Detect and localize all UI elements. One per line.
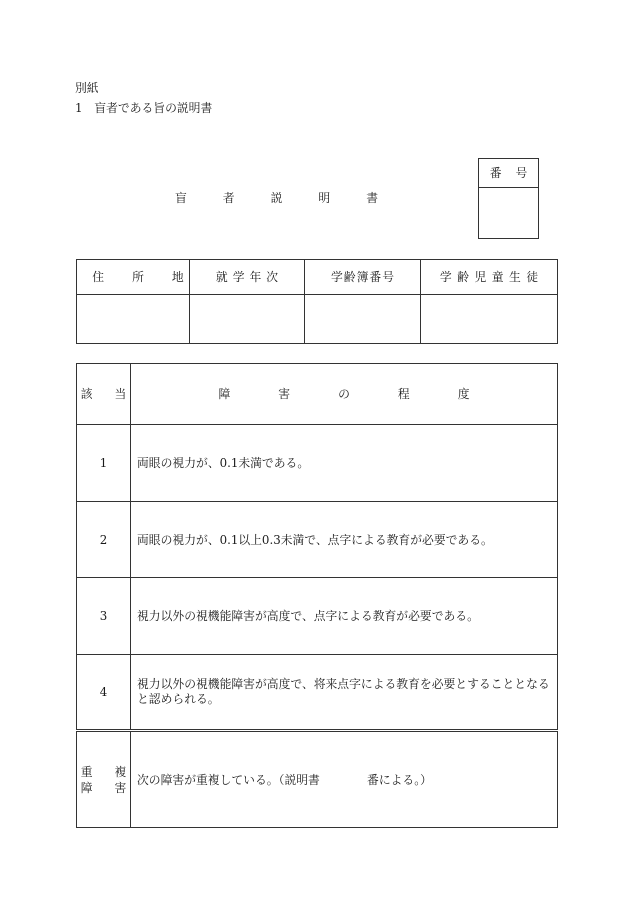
row-description: 視力以外の視機能障害が高度で、点字による教育が必要である。 [131,578,558,655]
student-table-header-row [77,260,558,295]
row-number: 1 [77,425,131,502]
section-title: 1 盲者である旨の説明書 [75,101,213,115]
row-number: 4 [77,655,131,731]
multiple-label-line2: 障害 [80,780,149,795]
multiple-disability-row [77,731,558,828]
number-box-header [479,159,542,188]
row-description: 両眼の視力が、0.1以上0.3未満で、点字による教育が必要である。 [131,502,558,578]
row-number: 3 [77,578,131,655]
student-value-cell [421,295,558,344]
degree-row [77,655,558,731]
multiple-label-line1-wrap [77,764,149,780]
degree-row [77,502,558,578]
degree-row [77,425,558,502]
header-applicable-cell [77,364,149,425]
document-title [175,191,414,205]
header-student: 学齢児童生徒 [439,270,544,284]
row-description: 両眼の視力が、0.1未満である。 [131,425,558,502]
school-year-value-cell [190,295,305,344]
header-school-year: 就学年次 [215,270,284,284]
degree-table-header-row [77,364,558,425]
multiple-label-line1: 重複 [80,764,149,779]
row-description-line: と認められる。 [137,692,220,706]
attachment-label: 別紙 [75,81,99,95]
multiple-description: 次の障害が重複している。（説明書 番による。） [131,731,558,828]
multiple-label-cell [77,731,149,828]
multiple-label-line2-wrap [77,780,149,796]
number-box-label: 番号 [489,166,542,180]
header-degree-cell [131,364,558,425]
number-box [478,158,542,239]
header-degree: 障害の程度 [218,387,518,401]
disability-degree-table [76,363,558,828]
header-address: 住所地 [92,270,212,284]
header-address-cell [77,260,212,295]
degree-row [77,578,558,655]
header-applicable: 該当 [80,387,149,401]
student-table-body-row [77,295,558,344]
row-number: 2 [77,502,131,578]
header-student-cell [421,260,558,295]
student-info-table [76,259,558,344]
document-title-text: 盲者説明書 [175,191,414,205]
row-description-line: 視力以外の視機能障害が高度で、将来点字による教育を必要とすることとなる [137,677,550,691]
register-number-value-cell [305,295,421,344]
header-register-number-cell [305,260,421,295]
address-value-cell [77,295,190,344]
row-description [131,655,558,731]
header-register-number: 学齢簿番号 [331,270,395,284]
